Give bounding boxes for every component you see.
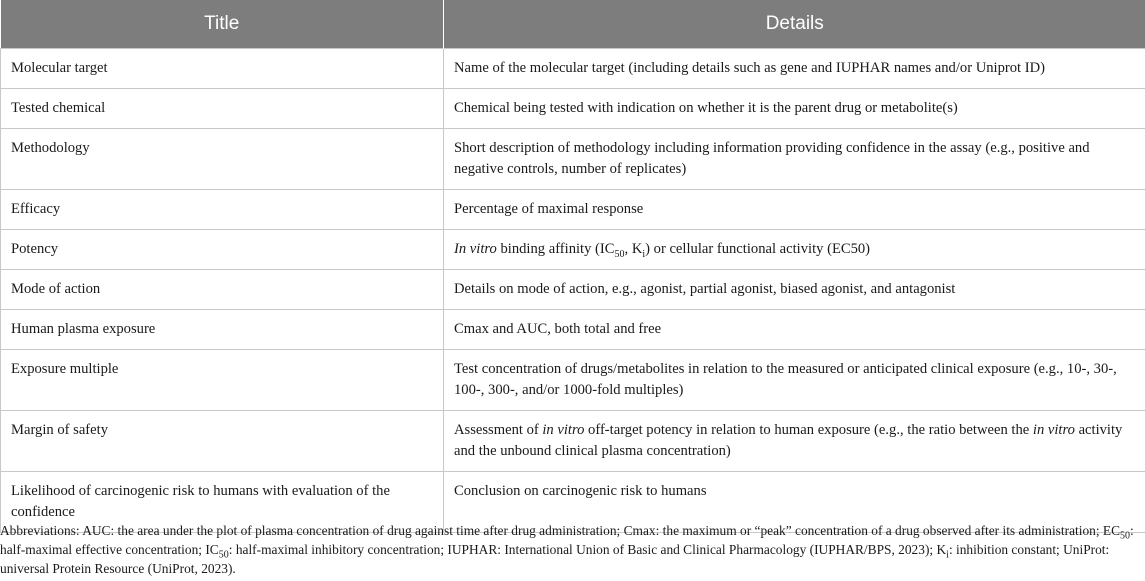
subscript: i <box>946 549 949 561</box>
subscript: i <box>642 248 646 260</box>
table-row <box>1 190 1145 230</box>
row-title: Molecular target <box>1 49 444 89</box>
details-text: activity and the unbound clinical plasma concentration) <box>454 422 1123 459</box>
table-row <box>1 49 1145 89</box>
header-details: Details <box>444 0 1145 49</box>
table-footnote <box>0 521 1140 578</box>
details-text: , K <box>624 241 643 257</box>
row-title: Efficacy <box>1 190 444 230</box>
italic-text: In vitro <box>454 241 497 257</box>
row-details <box>444 230 1145 270</box>
table-row <box>1 411 1145 472</box>
row-details: Test concentration of drugs/metabolites in relation to the measured or anticipated clinical exposure (e.g., 10-, 30-, 100-, 300-, and/or 1000-fold multiples) <box>444 350 1145 411</box>
row-details: Short description of methodology including information providing confidence in the assay (e.g., positive and negative controls, number of replicates) <box>444 129 1145 190</box>
table-row <box>1 350 1145 411</box>
row-details: Cmax and AUC, both total and free <box>444 310 1145 350</box>
header-row <box>1 0 1145 49</box>
footnote-text: : half-maximal effective concentration; IC <box>0 523 1134 557</box>
table-row <box>1 270 1145 310</box>
footnote-text: Abbreviations: AUC: the area under the plot of plasma concentration of drug against time after drug administration; Cmax: the maximum or “peak” concentration of a drug observed after its administration; EC <box>0 523 1121 538</box>
row-title: Human plasma exposure <box>1 310 444 350</box>
table-row <box>1 129 1145 190</box>
table-row <box>1 230 1145 270</box>
details-text: binding affinity (IC <box>496 241 615 257</box>
subscript: 50 <box>1120 530 1131 542</box>
italic-text: in vitro <box>542 422 585 438</box>
row-title: Likelihood of carcinogenic risk to humans with evaluation of the confidence <box>1 472 444 533</box>
table-row <box>1 310 1145 350</box>
row-details: Name of the molecular target (including details such as gene and IUPHAR names and/or Uniprot ID) <box>444 49 1145 89</box>
footnote-text: : inhibition constant; UniProt: universal Protein Resource (UniProt, 2023). <box>0 542 1110 576</box>
row-details <box>444 411 1145 472</box>
row-title: Mode of action <box>1 270 444 310</box>
row-title: Tested chemical <box>1 89 444 129</box>
details-text: off-target potency in relation to human exposure (e.g., the ratio between the <box>584 422 1033 438</box>
row-title: Margin of safety <box>1 411 444 472</box>
row-details: Chemical being tested with indication on whether it is the parent drug or metabolite(s) <box>444 89 1145 129</box>
italic-text: in vitro <box>1032 422 1075 438</box>
details-text: Assessment of <box>454 422 543 438</box>
row-details: Percentage of maximal response <box>444 190 1145 230</box>
row-details: Details on mode of action, e.g., agonist, partial agonist, biased agonist, and antagonist <box>444 270 1145 310</box>
details-text: ) or cellular functional activity (EC50) <box>645 241 871 257</box>
header-title: Title <box>1 0 444 49</box>
row-title: Methodology <box>1 129 444 190</box>
row-title: Exposure multiple <box>1 350 444 411</box>
subscript: 50 <box>614 248 625 260</box>
footnote-text: : half-maximal inhibitory concentration; IUPHAR: International Union of Basic and Clinical Pharmacology (IUPHAR/BPS, 2023); K <box>228 542 947 557</box>
subscript: 50 <box>218 549 229 561</box>
row-details: Conclusion on carcinogenic risk to humans <box>444 472 1145 533</box>
row-title: Potency <box>1 230 444 270</box>
table-row <box>1 89 1145 129</box>
